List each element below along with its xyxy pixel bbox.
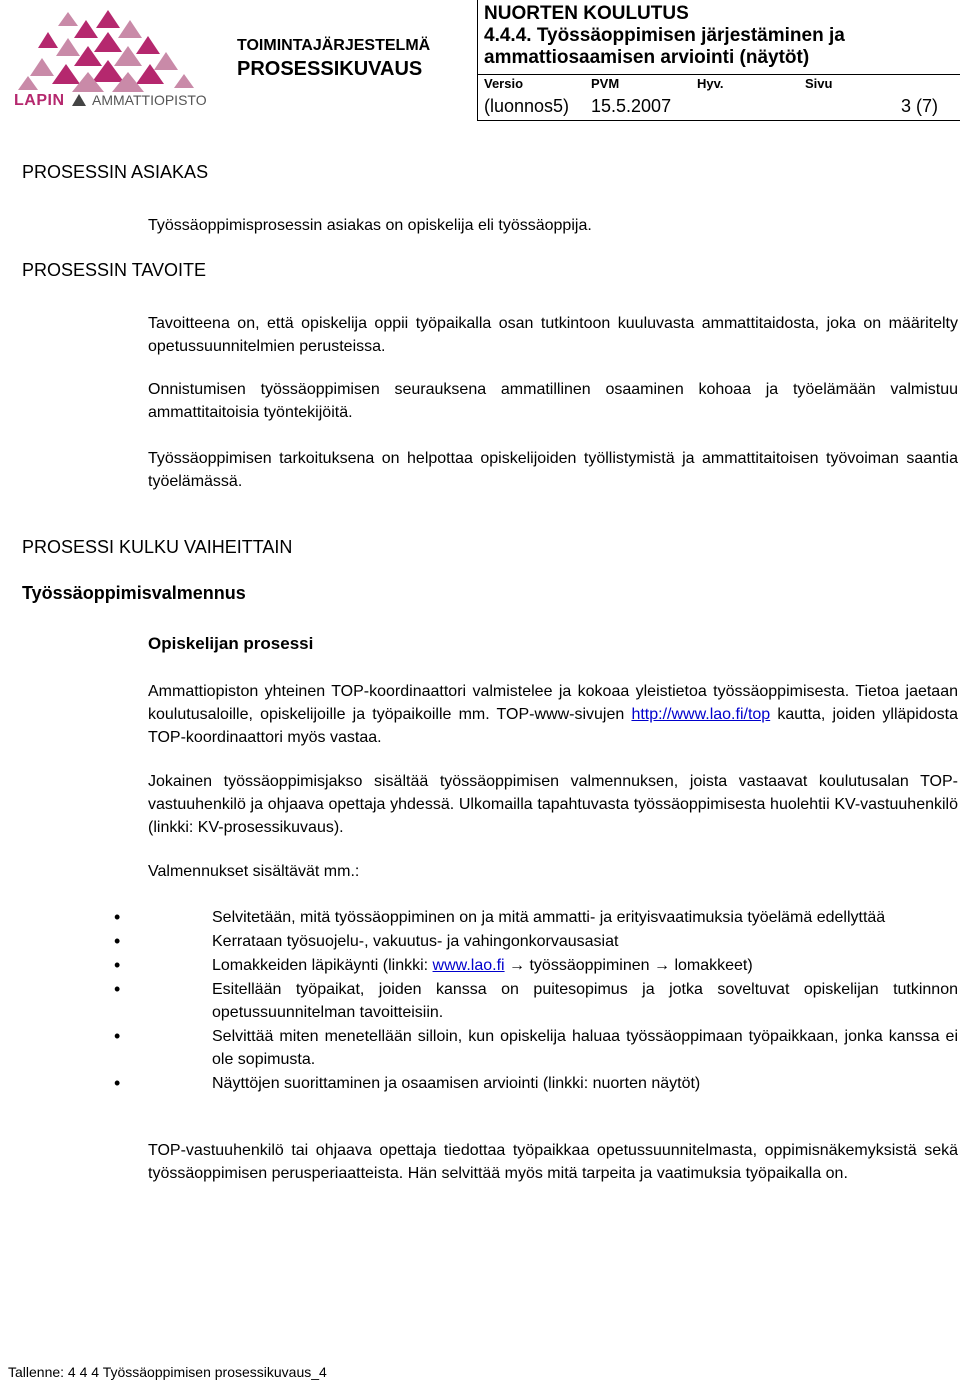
bullet-2-text: Kerrataan työsuojelu-, vakuutus- ja vahingonkorvausasiat — [212, 933, 619, 950]
arrow-right-icon: → — [654, 957, 670, 974]
sivu-label: Sivu — [805, 76, 833, 91]
title-line-1: NUORTEN KOULUTUS — [484, 3, 689, 24]
list-item — [84, 954, 958, 977]
paragraph-top-koordinaattori — [148, 680, 958, 749]
header-left-line1: TOIMINTAJÄRJESTELMÄ — [237, 37, 431, 54]
heading-tavoite: PROSESSIN TAVOITE — [22, 260, 207, 280]
paragraph-top-vastuuhenkilo: TOP-vastuuhenkilö tai ohjaava opettaja tiedottaa työpaikkaa opetussuunnitelmasta, oppimisnäkemyksistä sekä työssäoppimisen perusperiaatteista. Hän selvittää myös mitä tarpeita ja vaatimuksia työpaikalla on. — [148, 1142, 958, 1182]
heading-kulku: PROSESSI KULKU VAIHEITTAIN — [22, 537, 293, 557]
header-system-title — [237, 36, 467, 82]
tavoite-paragraph-3: Työssäoppimisen tarkoituksena on helpottaa opiskelijoiden työllistymistä ja ammattitaitoisen työvoiman saantia työelämässä. — [148, 450, 958, 490]
header-bottom-rule — [477, 120, 960, 121]
bullet-3-start: Lomakkeiden läpikäynti (linkki: — [212, 957, 433, 974]
bullet-6-text: Näyttöjen suorittaminen ja osaamisen arviointi (linkki: nuorten näytöt) — [212, 1075, 701, 1092]
title-line-3: ammattiosaamisen arviointi (näytöt) — [484, 47, 810, 68]
paragraph-valmennus: Jokainen työssäoppimisjakso sisältää työssäoppimisen valmennuksen, joista vastaavat koulutusalan TOP-vastuuhenkilö ja ohjaava opettaja yhdessä. Ulkomailla tapahtuvasta työssäoppimisesta huolehtii KV-vastuuhenkilö (linkki: KV-prosessikuvaus). — [148, 773, 958, 836]
header-rule — [477, 74, 960, 75]
footer-filename: Tallenne: 4 4 4 Työssäoppimisen prosessikuvaus_4 — [8, 1364, 327, 1380]
versio-value: (luonnos5) — [484, 96, 570, 116]
logo-text-lapin: LAPIN — [14, 92, 65, 109]
bullet-3-end: lomakkeet) — [670, 957, 753, 974]
p4-text-end: kautta, joiden ylläpidosta TOP-koordinaattori myös vastaa. — [148, 706, 959, 746]
paragraph-valmennukset-sisaltavat: Valmennukset sisältävät mm.: — [148, 863, 360, 880]
list-item — [84, 1025, 958, 1071]
list-item — [84, 930, 958, 953]
top-www-link[interactable]: http://www.lao.fi/top — [631, 706, 771, 723]
heading-asiakas: PROSESSIN ASIAKAS — [22, 162, 209, 182]
pvm-value: 15.5.2007 — [591, 96, 672, 116]
hyv-label: Hyv. — [697, 76, 724, 91]
bullet-1-text: Selvitetään, mitä työssäoppiminen on ja mitä ammatti- ja erityisvaatimuksia työelämä edellyttää — [212, 909, 886, 926]
lao-link[interactable]: www.lao.fi — [432, 957, 505, 974]
header-vertical-rule — [477, 0, 478, 121]
asiakas-text: Työssäoppimisprosessin asiakas on opiskelija eli työssäoppija. — [148, 217, 592, 234]
versio-label: Versio — [484, 76, 524, 91]
valmennus-list — [148, 906, 958, 1096]
list-item — [84, 978, 958, 1024]
heading-opiskelija: Opiskelijan prosessi — [148, 634, 314, 653]
heading-valmennus: Työssäoppimisvalmennus — [22, 583, 246, 603]
arrow-right-icon: → — [504, 957, 526, 974]
pvm-label: PVM — [591, 76, 620, 91]
tavoite-paragraph-1: Tavoitteena on, että opiskelija oppii työpaikalla osan tutkintoon kuuluvasta ammattitaidosta, joka on määritelty opetussuunnitelmien perusteissa. — [148, 315, 958, 355]
logo-text-ammattiopisto: AMMATTIOPISTO — [92, 92, 207, 108]
tavoite-paragraph-2: Onnistumisen työssäoppimisen seurauksena ammatillinen osaaminen kohoaa ja työelämään valmistuu ammattitaitoisia työntekijöitä. — [148, 381, 958, 421]
header-document-info — [477, 0, 959, 120]
p4-text-start: Ammattiopiston yhteinen TOP-koordinaattori valmistelee ja kokoaa yleistietoa työssäoppimisesta. Tietoa jaetaan koulutusaloille, opiskelijoille ja työpaikoille mm. TOP-www-sivujen — [148, 683, 958, 723]
organization-logo — [8, 6, 208, 110]
document-title — [484, 3, 960, 69]
title-line-2: 4.4.4. Työssäoppimisen järjestäminen ja — [484, 25, 845, 46]
list-item — [84, 906, 958, 929]
header-left-line2: PROSESSIKUVAUS — [237, 58, 423, 80]
bullet-3-mid: työssäoppiminen — [525, 957, 654, 974]
logo-triangle-icon — [72, 94, 86, 106]
bullet-5-text: Selvittää miten menetellään silloin, kun opiskelija haluaa työssäoppimaan työpaikkaan, jonka kanssa ei ole sopimusta. — [212, 1028, 958, 1068]
list-item — [84, 1072, 958, 1095]
bullet-4-text: Esitellään työpaikat, joiden kanssa on puitesopimus ja jotka soveltuvat opiskelijan tutkinnon opetussuunnitelman tavoitteisiin. — [212, 981, 958, 1021]
sivu-value: 3 (7) — [901, 96, 939, 116]
